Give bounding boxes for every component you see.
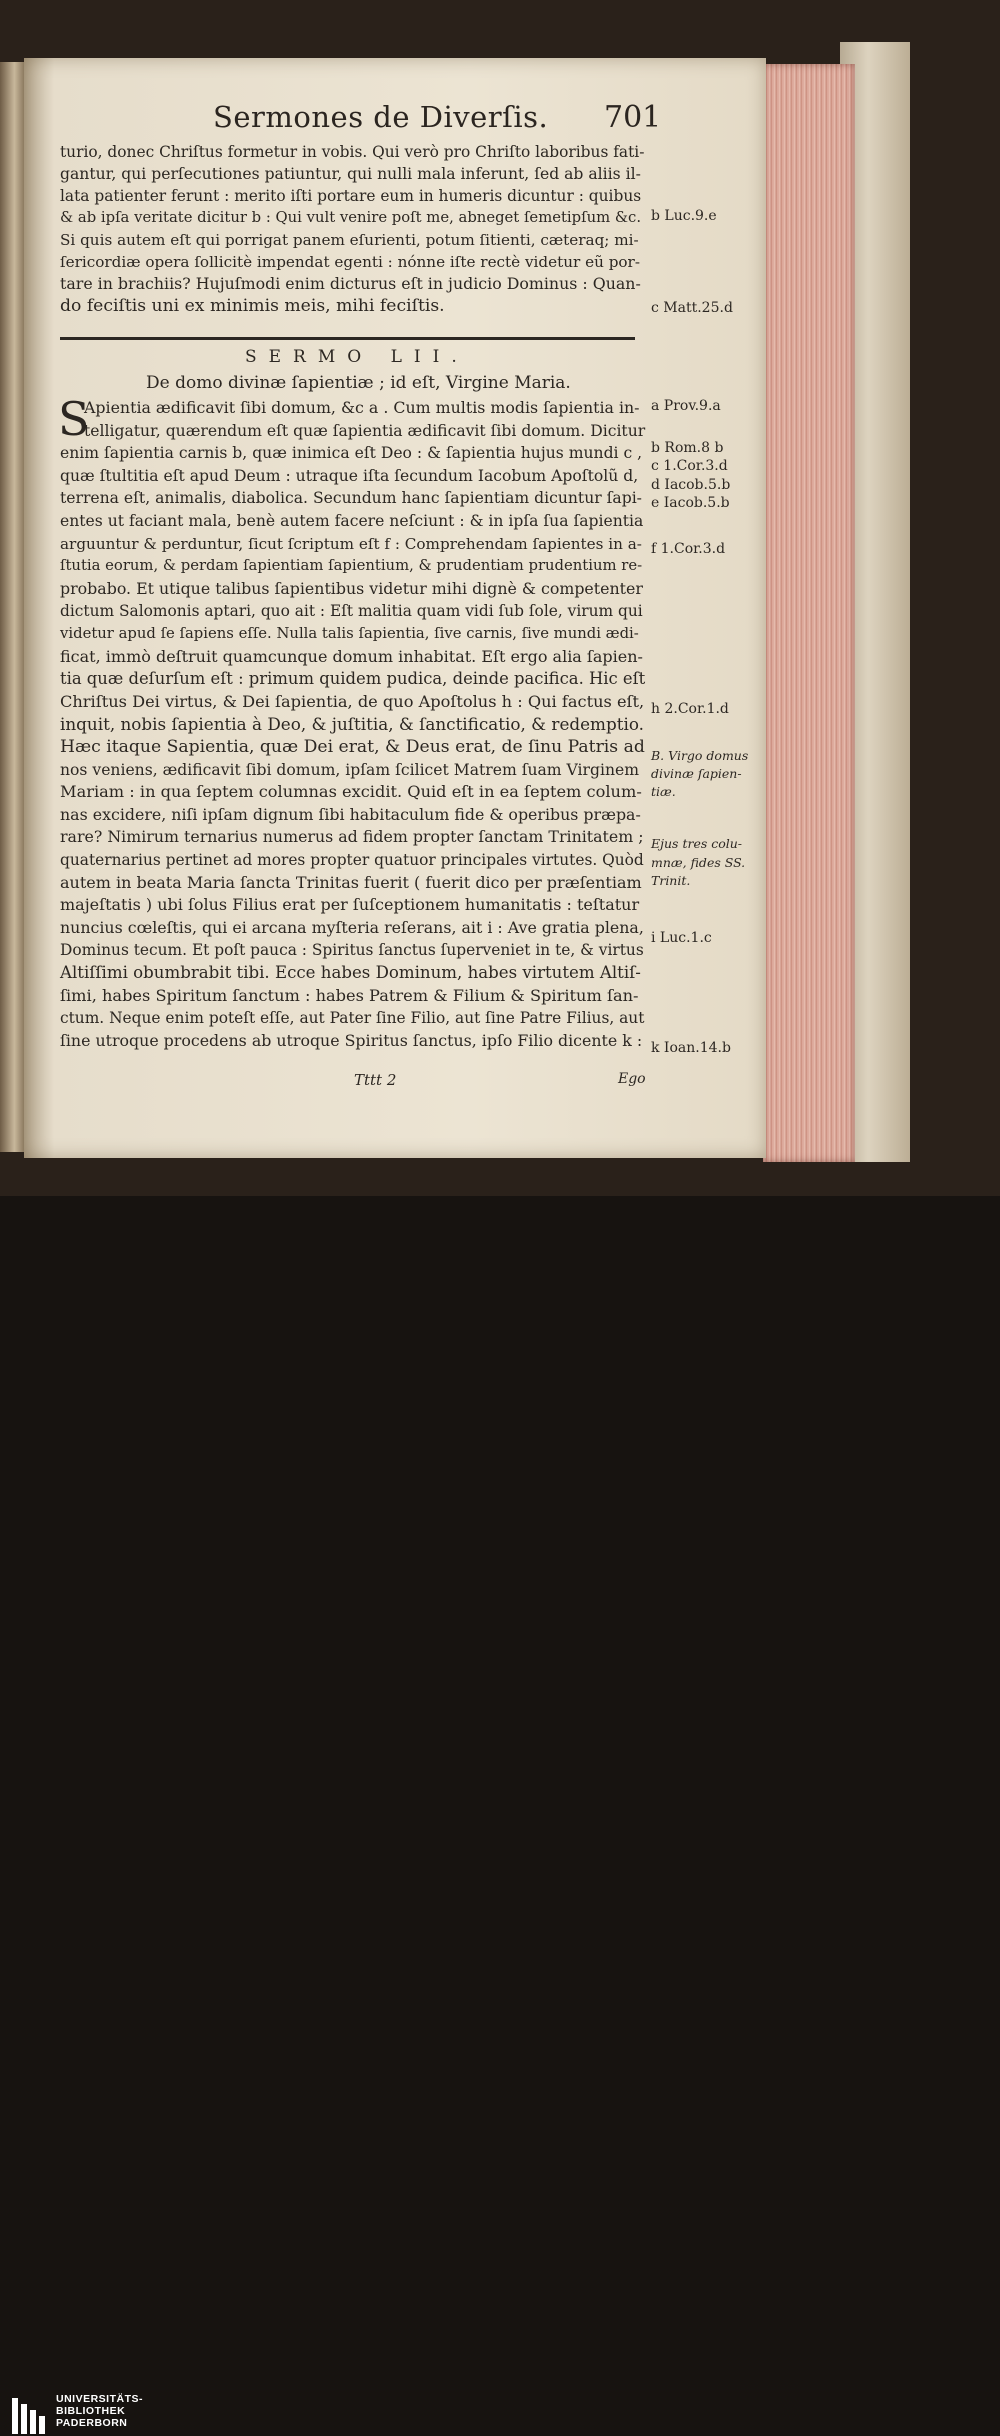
text-line: terrena eſt, animalis, diabolica. Secundum hanc ſapientiam dicuntur ſapi-: [60, 489, 642, 508]
text-line: probabo. Et utique talibus ſapientibus videtur mihi dignè & competenter: [60, 578, 643, 598]
text-line: autem in beata Maria ſancta Trinitas fuerit ( fuerit dico per præſentiam: [60, 872, 642, 892]
text-line: ſimi, habes Spiritum ſanctum : habes Patrem & Filium & Spiritum ſan-: [60, 985, 639, 1005]
marginal-note: Trinit.: [651, 873, 691, 888]
text-line: arguuntur & perduntur, ſicut ſcriptum eſt f : Comprehendam ſapientes in a-: [60, 534, 642, 553]
text-line: tare in brachiis? Hujuſmodi enim dicturus eſt in judicio Dominus : Quan-: [60, 274, 641, 293]
text-line: inquit, nobis ſapientia à Deo, & juſtitia, & ſanctificatio, & redemptio.: [60, 714, 644, 735]
marginal-note: divinæ ſapien-: [651, 766, 742, 781]
marginal-note: b Luc.9.e: [651, 208, 717, 224]
marginal-note: c Matt.25.d: [651, 300, 733, 316]
library-name-line: PADERBORN: [56, 2417, 128, 2429]
marginal-note: d Iacob.5.b: [651, 477, 731, 493]
text-line: & ab ipſa veritate dicitur b : Qui vult venire poſt me, abneget ſemetipſum &c.: [60, 209, 642, 226]
text-line: nuncius cœleſtis, qui ei arcana myſteria reſerans, ait i : Ave gratia plena,: [60, 917, 644, 937]
section-rule: [60, 337, 635, 340]
text-line: turio, donec Chriſtus formetur in vobis. Qui verò pro Chriſto laboribus fati-: [60, 143, 645, 161]
marginal-note: Ejus tres colu-: [651, 836, 743, 851]
text-line: ctum. Neque enim poteſt eſſe, aut Pater ſine Filio, aut ſine Patre Filius, aut: [60, 1009, 645, 1028]
marginal-note: B. Virgo domus: [651, 748, 749, 763]
text-line: videtur apud ſe ſapiens eſſe. Nulla talis ſapientia, ſive carnis, ſive mundi ædi-: [60, 625, 639, 642]
text-line: ficat, immò deſtruit quamcunque domum inhabitat. Eſt ergo alia ſapien-: [60, 646, 643, 666]
marginal-note: a Prov.9.a: [651, 398, 721, 414]
marginal-note: k Ioan.14.b: [651, 1040, 731, 1056]
text-line: Apientia ædificavit ſibi domum, &c a . Cum multis modis ſapientia in-: [84, 398, 640, 417]
text-line: quaternarius pertinet ad mores propter quatuor principales virtutes. Quòd: [60, 851, 644, 869]
marginal-note: c 1.Cor.3.d: [651, 458, 728, 474]
marginal-note: b Rom.8 b: [651, 440, 724, 456]
text-line: ſericordiæ opera ſollicitè impendat egenti : nónne iſte rectè videtur eũ por-: [60, 253, 640, 271]
facing-page-edge: [0, 62, 24, 1152]
signature-mark: Tttt 2: [354, 1071, 397, 1089]
marginal-note: f 1.Cor.3.d: [651, 541, 726, 557]
drop-cap: S: [58, 392, 90, 446]
text-line: do feciſtis uni ex minimis meis, mihi feciſtis.: [60, 296, 445, 316]
marginal-note: tiæ.: [651, 784, 676, 799]
text-line: rare? Nimirum ternarius numerus ad fidem propter ſanctam Trinitatem ;: [60, 827, 644, 847]
sermon-subtitle: De domo divinæ ſapientiæ ; id eſt, Virgine Maria.: [146, 373, 571, 393]
text-line: dictum Salomonis aptari, quo ait : Eſt malitia quam vidi ſub ſole, virum qui: [60, 602, 643, 621]
text-line: entes ut faciant mala, benè autem facere neſciunt : & in ipſa ſua ſapientia: [60, 512, 644, 530]
text-line: tia quæ deſurſum eſt : primum quidem pudica, deinde pacifica. Hic eſt: [60, 669, 646, 689]
catchword: Ego: [618, 1071, 646, 1087]
running-head: Sermones de Diverſis.: [213, 100, 549, 134]
text-line: lata patienter ferunt : merito iſti portare eum in humeris dicuntur : quibus: [60, 187, 642, 205]
text-line: majeſtatis ) ubi ſolus Filius erat per ſuſceptionem humanitatis : teſtatur: [60, 895, 640, 915]
sermon-title: SERMO LII.: [245, 347, 469, 367]
marginal-note: mnæ, fides SS.: [651, 855, 746, 870]
page-fore-edge: [763, 64, 855, 1162]
text-line: Mariam : in qua ſeptem columnas excidit. Quid eſt in ea ſeptem colum-: [60, 782, 642, 802]
marginal-note: h 2.Cor.1.d: [651, 701, 729, 717]
text-line: ſtutia eorum, & perdam ſapientiam ſapientium, & prudentiam prudentium re-: [60, 557, 643, 575]
library-name-line: UNIVERSITÄTS-: [56, 2393, 144, 2405]
marginal-note: e Iacob.5.b: [651, 495, 730, 511]
text-line: telligatur, quærendum eſt quæ ſapientia ædificavit ſibi domum. Dicitur: [84, 421, 646, 440]
page-number: 701: [604, 100, 662, 135]
text-line: quæ ſtultitia eſt apud Deum : utraque iſta ſecundum Iacobum Apoſtolũ d,: [60, 466, 639, 485]
text-line: Altiſſimi obumbrabit tibi. Ecce habes Dominum, habes virtutem Altiſ-: [60, 963, 641, 982]
library-name: [56, 2393, 143, 2429]
text-line: Si quis autem eſt qui porrigat panem eſurienti, potum ſitienti, cæteraq; mi-: [60, 231, 639, 249]
marginal-note: i Luc.1.c: [651, 930, 712, 946]
library-logo-icon: [10, 2396, 50, 2436]
text-line: Dominus tecum. Et poſt pauca : Spiritus ſanctus ſuperveniet in te, & virtus: [60, 941, 644, 960]
text-line: enim ſapientia carnis b, quæ inimica eſt Deo : & ſapientia hujus mundi c ,: [60, 444, 643, 463]
text-line: nas excidere, niſi ipſam dignum ſibi habitaculum fide & operibus præpa-: [60, 804, 641, 824]
text-line: nos veniens, ædificavit ſibi domum, ipſam ſcilicet Matrem ſuam Virginem: [60, 760, 640, 779]
text-line: Hæc itaque Sapientia, quæ Dei erat, & Deus erat, de ſinu Patris ad: [60, 737, 645, 757]
text-line: gantur, qui perſecutiones patiuntur, qui nulli mala inferunt, ſed ab aliis il-: [60, 165, 641, 183]
text-line: Chriſtus Dei virtus, & Dei ſapientia, de quo Apoſtolus h : Qui factus eſt,: [60, 691, 645, 711]
text-line: ſine utroque procedens ab utroque Spiritus ſanctus, ipſo Filio dicente k :: [60, 1030, 643, 1050]
library-name-line: BIBLIOTHEK: [56, 2405, 126, 2417]
book-scan: [0, 0, 1000, 1196]
library-footer: [0, 1196, 1000, 2429]
